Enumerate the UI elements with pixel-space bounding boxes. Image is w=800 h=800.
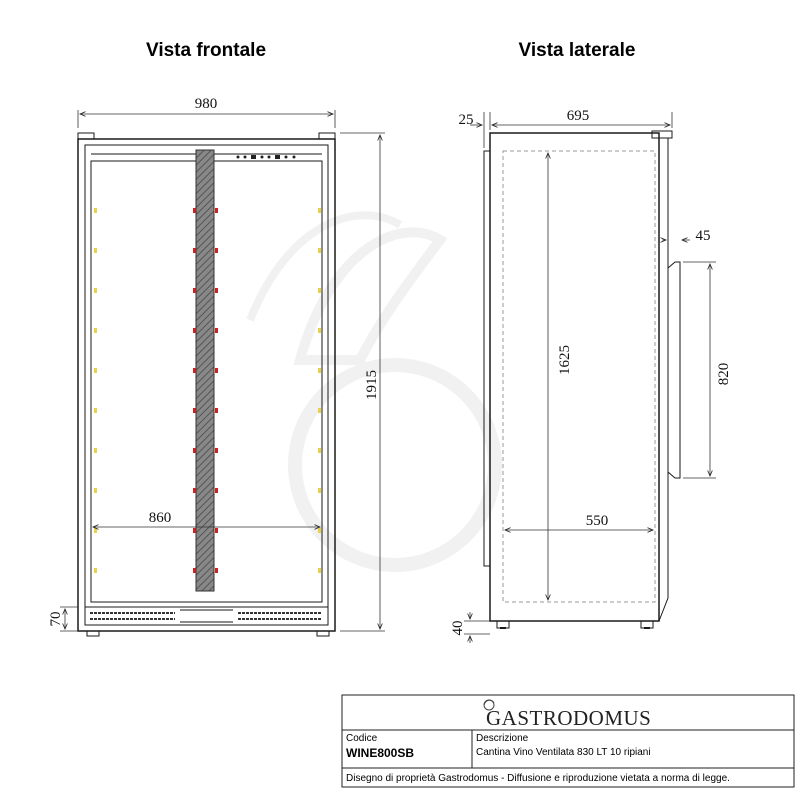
shelf-marker (193, 408, 196, 413)
description-label: Descrizione (476, 733, 529, 744)
front-view-title: Vista frontale (145, 40, 267, 61)
shelf-marker (215, 288, 218, 293)
front-base-height-label: 70 (48, 611, 64, 627)
side-handle (668, 262, 680, 478)
shelf-marker (94, 448, 97, 453)
shelf-marker (215, 248, 218, 253)
front-height-label: 1915 (364, 370, 380, 400)
side-inner-cavity (503, 151, 655, 602)
side-view (484, 131, 680, 628)
shelf-marker (318, 408, 321, 413)
shelf-marker (318, 448, 321, 453)
shelf-marker (318, 328, 321, 333)
front-inner-width-label: 860 (148, 510, 172, 526)
front-vent-grille (90, 613, 322, 619)
shelf-marker (318, 248, 321, 253)
center-divider-panel (196, 150, 214, 591)
shelf-marker (193, 488, 196, 493)
front-top-cap-left (78, 133, 94, 139)
shelf-marker (215, 448, 218, 453)
shelf-marker (193, 288, 196, 293)
side-depth-label: 695 (566, 108, 590, 124)
side-foot-height-label: 40 (450, 620, 466, 636)
side-door-thickness-label: 25 (458, 112, 474, 128)
shelf-marker (94, 328, 97, 333)
side-foot-front (497, 621, 509, 628)
side-foot-back (641, 621, 653, 628)
description-value: Cantina Vino Ventilata 830 LT 10 ripiani (476, 747, 651, 758)
shelf-marker (94, 208, 97, 213)
side-back-panel (659, 138, 668, 621)
front-view (78, 133, 335, 636)
code-label: Codice (346, 733, 378, 744)
brand-name: GASTRODOMUS (486, 706, 652, 730)
shelf-marker (318, 488, 321, 493)
shelf-marker (215, 328, 218, 333)
shelf-marker (193, 328, 196, 333)
shelf-marker (94, 248, 97, 253)
front-top-cap-right (319, 133, 335, 139)
code-value: WINE800SB (346, 746, 415, 760)
control-panel (237, 155, 296, 159)
side-handle-offset-label: 45 (695, 228, 711, 244)
shelf-marker (215, 568, 218, 573)
shelf-marker (94, 488, 97, 493)
shelf-marker (215, 488, 218, 493)
side-dimensions (464, 112, 716, 643)
shelf-marker (215, 208, 218, 213)
side-view-title: Vista laterale (518, 40, 636, 61)
shelf-marker (94, 568, 97, 573)
side-inner-height-label: 1625 (557, 345, 573, 375)
side-inner-depth-label: 550 (585, 513, 609, 529)
shelf-marker (318, 368, 321, 373)
shelf-marker (193, 568, 196, 573)
shelf-marker (318, 208, 321, 213)
side-top-cap (652, 131, 672, 138)
shelf-marker (193, 368, 196, 373)
shelf-marker (215, 528, 218, 533)
shelf-marker (215, 408, 218, 413)
shelf-marker (318, 528, 321, 533)
shelf-marker (318, 568, 321, 573)
shelf-marker (193, 528, 196, 533)
shelf-marker (318, 288, 321, 293)
side-cabinet-outline (490, 133, 659, 621)
shelf-marker (193, 448, 196, 453)
front-width-label: 980 (194, 96, 218, 112)
shelf-marker (94, 368, 97, 373)
side-handle-length-label: 820 (716, 362, 732, 386)
shelf-marker (94, 408, 97, 413)
shelf-marker (215, 368, 218, 373)
shelf-marker (193, 248, 196, 253)
shelf-marker (94, 528, 97, 533)
shelf-marker (193, 208, 196, 213)
shelf-marker (94, 288, 97, 293)
copyright-footer: Disegno di proprietà Gastrodomus - Diffusione e riproduzione vietata a norma di legge. (346, 773, 730, 784)
